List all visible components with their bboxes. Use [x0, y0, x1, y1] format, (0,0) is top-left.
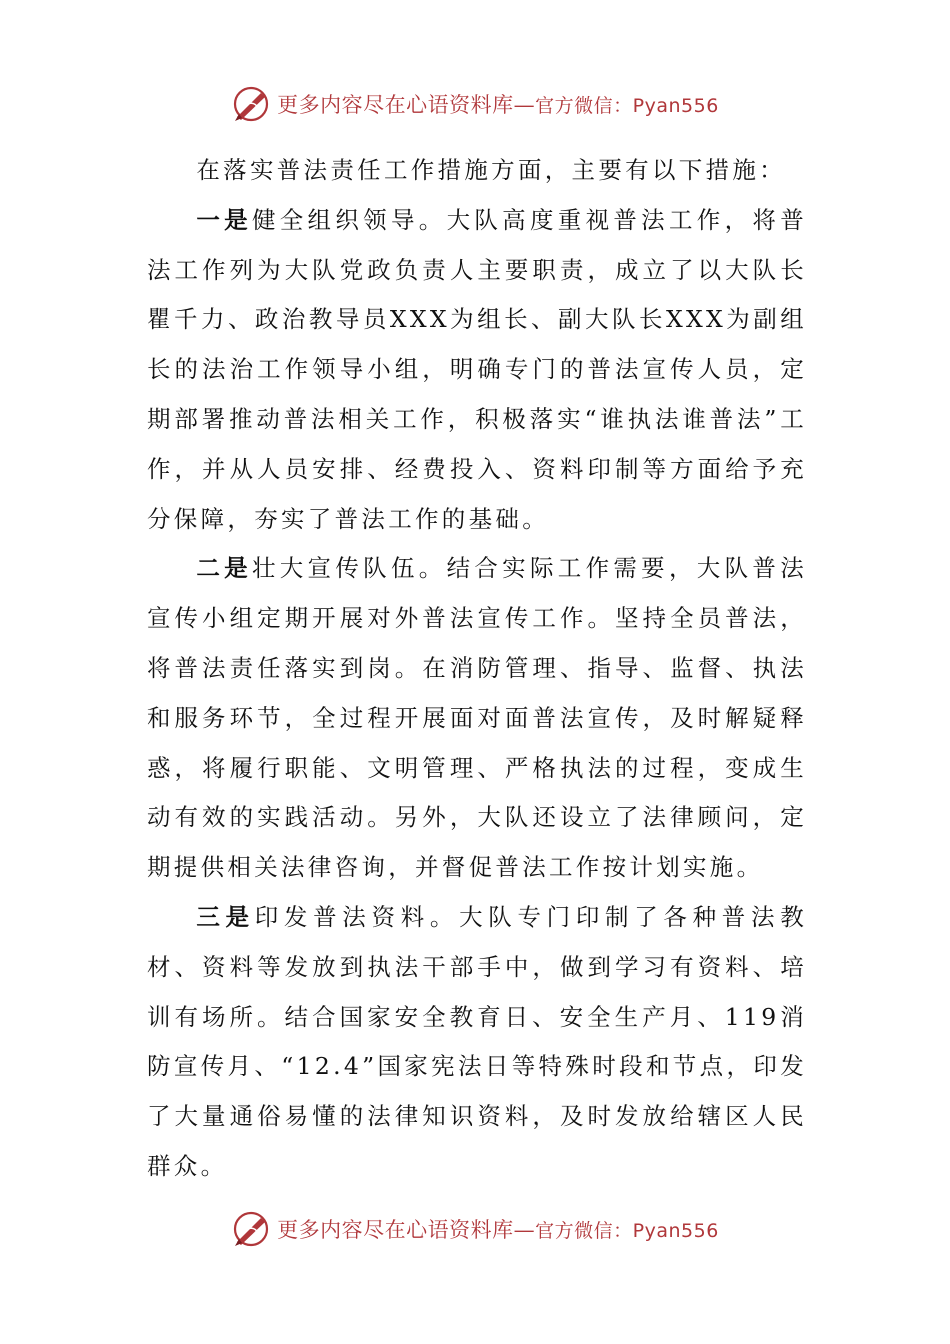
banner-text: 更多内容尽在心语资料库—	[277, 93, 536, 117]
banner-wechat-id: 官方微信：Pyan556	[535, 1219, 719, 1242]
paragraph-lead: 三是	[196, 902, 255, 931]
document-body	[147, 146, 807, 1192]
pen-circle-logo-icon	[231, 1209, 271, 1249]
footer-banner	[0, 1205, 950, 1253]
banner-wechat-id: 官方微信：Pyan556	[535, 94, 719, 117]
paragraph-3	[147, 893, 807, 1192]
header-banner	[0, 80, 950, 128]
paragraph-lead: 二是	[196, 554, 252, 583]
banner-text: 更多内容尽在心语资料库—	[277, 1218, 536, 1242]
pen-circle-logo-icon	[231, 84, 271, 124]
paragraph-text: 壮大宣传队伍。结合实际工作需要，大队普法宣传小组定期开展对外普法宣传工作。坚持全员普法，将普法责任落实到岗。在消防管理、指导、监督、执法和服务环节，全过程开展面对面普法宣传，及时解疑释惑，将履行职能、文明管理、严格执法的过程，变成生动有效的实践活动。另外，大队还设立了法律顾问，定期提供相关法律咨询，并督促普法工作按计划实施。	[147, 554, 807, 882]
intro-paragraph	[147, 146, 807, 196]
paragraph-text: 在落实普法责任工作措施方面，主要有以下措施：	[196, 156, 786, 184]
paragraph-lead: 一是	[196, 205, 252, 234]
paragraph-2	[147, 544, 807, 893]
paragraph-text: 印发普法资料。大队专门印制了各种普法教材、资料等发放到执法干部手中，做到学习有资料、培训有场所。结合国家安全教育日、安全生产月、119消防宣传月、“12.4”国家宪法日等特殊时段和节点，印发了大量通俗易懂的法律知识资料，及时发放给辖区人民群众。	[147, 902, 807, 1180]
paragraph-text: 健全组织领导。大队高度重视普法工作，将普法工作列为大队党政负责人主要职责，成立了以大队长瞿千力、政治教导员XXX为组长、副大队长XXX为副组长的法治工作领导小组，明确专门的普法宣传人员，定期部署推动普法相关工作，积极落实“谁执法谁普法”工作，并从人员安排、经费投入、资料印制等方面给予充分保障，夯实了普法工作的基础。	[147, 205, 807, 533]
paragraph-1	[147, 196, 807, 545]
